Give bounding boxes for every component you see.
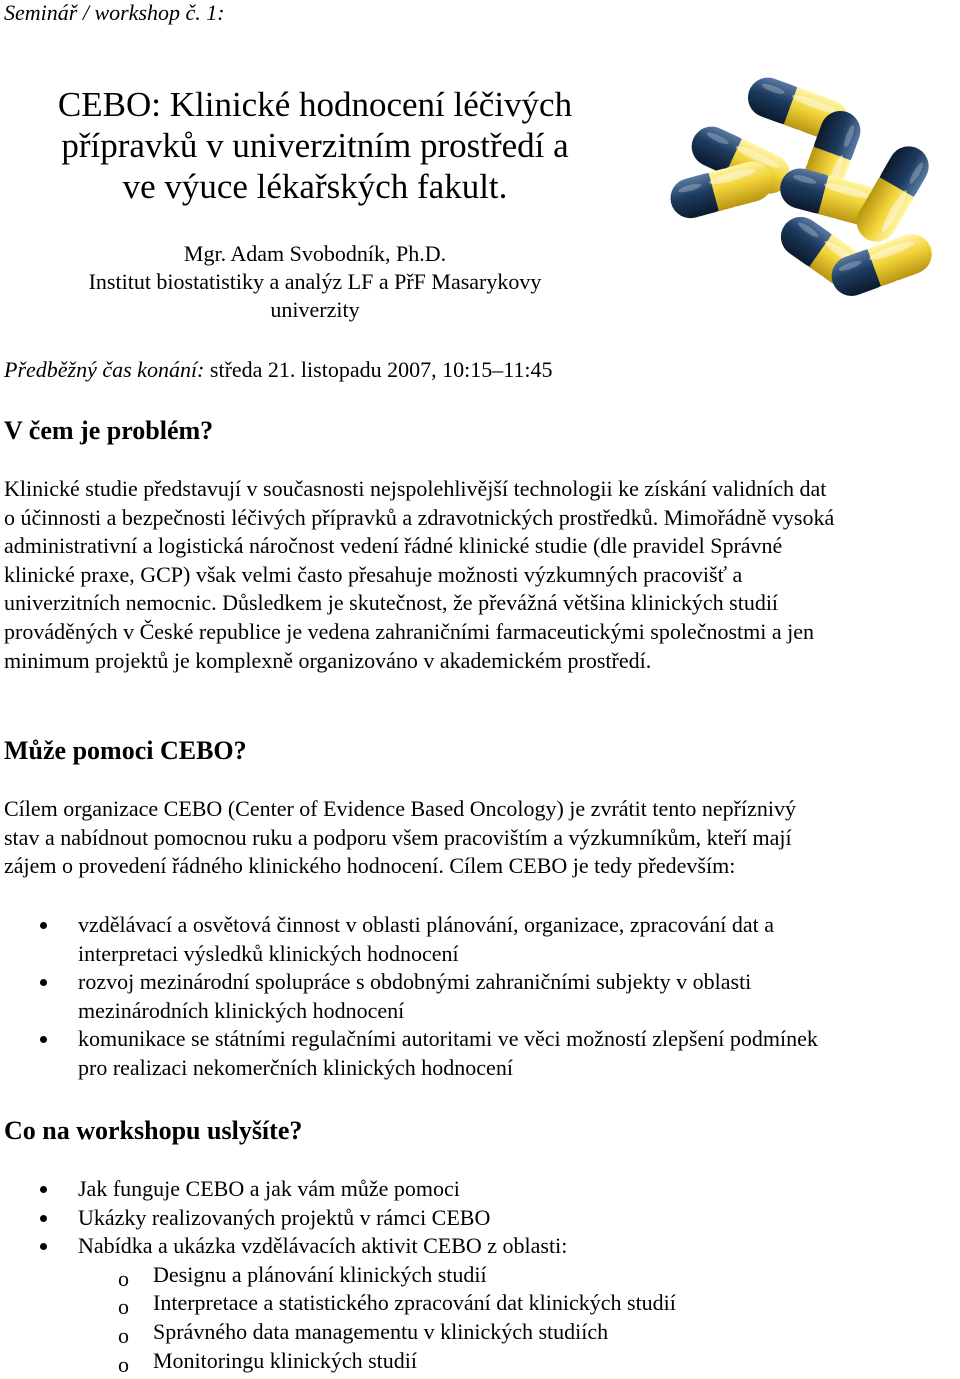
list-item: [0, 1232, 955, 1261]
schedule-value: středa 21. listopadu 2007, 10:15–11:45: [209, 357, 553, 382]
list-item-text: Ukázky realizovaných projektů v rámci CEBO: [78, 1204, 491, 1230]
author-affiliation-1: Institut biostatistiky a analýz LF a PřF Masarykovy: [88, 269, 542, 294]
paragraph-line: Klinické studie představují v současnosti nejspolehlivější technologii ke získání validních dat: [4, 476, 827, 501]
list-item-text: interpretaci výsledků klinických hodnocení: [78, 940, 459, 966]
sub-bullet-marker: o: [118, 1322, 129, 1348]
list-item-text: pro realizaci nekomerčních klinických hodnocení: [78, 1054, 513, 1080]
list-item-text: mezinárodních klinických hodnocení: [78, 997, 405, 1023]
paragraph-line: stav a nabídnout pomocnou ruku a podporu všem pracovištím a výzkumníkům, kteří mají: [4, 824, 792, 850]
heading-help: Může pomoci CEBO?: [4, 736, 247, 765]
sub-bullet-marker: o: [118, 1294, 129, 1320]
paragraph-line: zájem o provedení řádného klinického hodnocení. Cílem CEBO je tedy především:: [4, 853, 736, 879]
sub-bullet-marker: o: [118, 1351, 129, 1377]
sub-list-item: [0, 1289, 955, 1318]
list-item: [0, 1175, 955, 1204]
paragraph-line: o účinnosti a bezpečnosti léčivých přípravků a zdravotnických prostředků. Mimořádně vysoká: [4, 504, 835, 530]
heading-workshop: Co na workshopu uslyšíte?: [4, 1116, 303, 1145]
paragraph-line: klinické praxe, GCP) však velmi často přesahuje možnosti výzkumných pracovišť a: [4, 561, 743, 587]
paragraph-line: Cílem organizace CEBO (Center of Evidence Based Oncology) je zvrátit tento nepříznivý: [4, 796, 796, 821]
list-item: [0, 1204, 955, 1233]
paragraph-line: administrativní a logistická náročnost vedení řádné klinické studie (dle pravidel Správné: [4, 533, 783, 559]
title-line-2: přípravků v univerzitním prostředí a: [61, 126, 569, 165]
bullet-icon: [40, 1186, 47, 1193]
author-name: Mgr. Adam Svobodník, Ph.D.: [183, 241, 447, 266]
sub-list-item-text: Monitoringu klinických studií: [153, 1347, 417, 1373]
list-item-text: komunikace se státními regulačními autoritami ve věci možností zlepšení podmínek: [78, 1026, 818, 1052]
sub-list-item: [0, 1318, 955, 1347]
sub-list-item: [0, 1261, 955, 1290]
list-item: [0, 1025, 955, 1082]
page-title: [0, 84, 630, 207]
schedule-label: Předběžný čas konání:: [4, 357, 205, 382]
bullet-icon: [40, 1036, 47, 1043]
paragraph-line: minimum projektů je komplexně organizováno v akademickém prostředí.: [4, 647, 652, 673]
bullet-icon: [40, 1215, 47, 1222]
paragraph-problem: [4, 475, 954, 675]
paragraph-line: prováděných v České republice je vedena zahraničními farmaceutickými společnostmi a jen: [4, 618, 815, 644]
title-line-1: CEBO: Klinické hodnocení léčivých: [57, 85, 573, 124]
paragraph-line: univerzitních nemocnic. Důsledkem je skutečnost, že převážná většina klinických studií: [4, 590, 779, 616]
list-item-text: vzdělávací a osvětová činnost v oblasti plánování, organizace, zpracování dat a: [78, 912, 774, 937]
sub-list-item: [0, 1347, 955, 1376]
schedule-line: [4, 356, 553, 384]
list-item: [0, 968, 955, 1025]
bullet-icon: [40, 979, 47, 986]
sub-list-item-text: Designu a plánování klinických studií: [153, 1261, 487, 1287]
goals-list: [0, 911, 955, 1083]
sub-list-item-text: Správného data managementu v klinických studiích: [153, 1318, 609, 1344]
list-item: [0, 911, 955, 968]
bullet-icon: [40, 1243, 47, 1250]
bullet-icon: [40, 922, 47, 929]
heading-problem: V čem je problém?: [4, 416, 214, 445]
workshop-list: [0, 1175, 955, 1375]
list-item-text: Jak funguje CEBO a jak vám může pomoci: [78, 1176, 460, 1201]
sub-bullet-marker: o: [118, 1265, 129, 1291]
seminar-label: Seminář / workshop č. 1:: [4, 0, 225, 25]
sub-list-item-text: Interpretace a statistického zpracování dat klinických studií: [153, 1290, 676, 1316]
capsules-image: [636, 64, 956, 326]
author-affiliation-2: univerzity: [270, 297, 360, 322]
title-line-3: ve výuce lékařských fakult.: [122, 167, 508, 206]
list-item-text: Nabídka a ukázka vzdělávacích aktivit CEBO z oblasti:: [78, 1233, 568, 1259]
paragraph-help: [4, 795, 954, 881]
author-block: [0, 240, 630, 324]
list-item-text: rozvoj mezinárodní spolupráce s obdobnými zahraničními subjekty v oblasti: [78, 969, 752, 995]
